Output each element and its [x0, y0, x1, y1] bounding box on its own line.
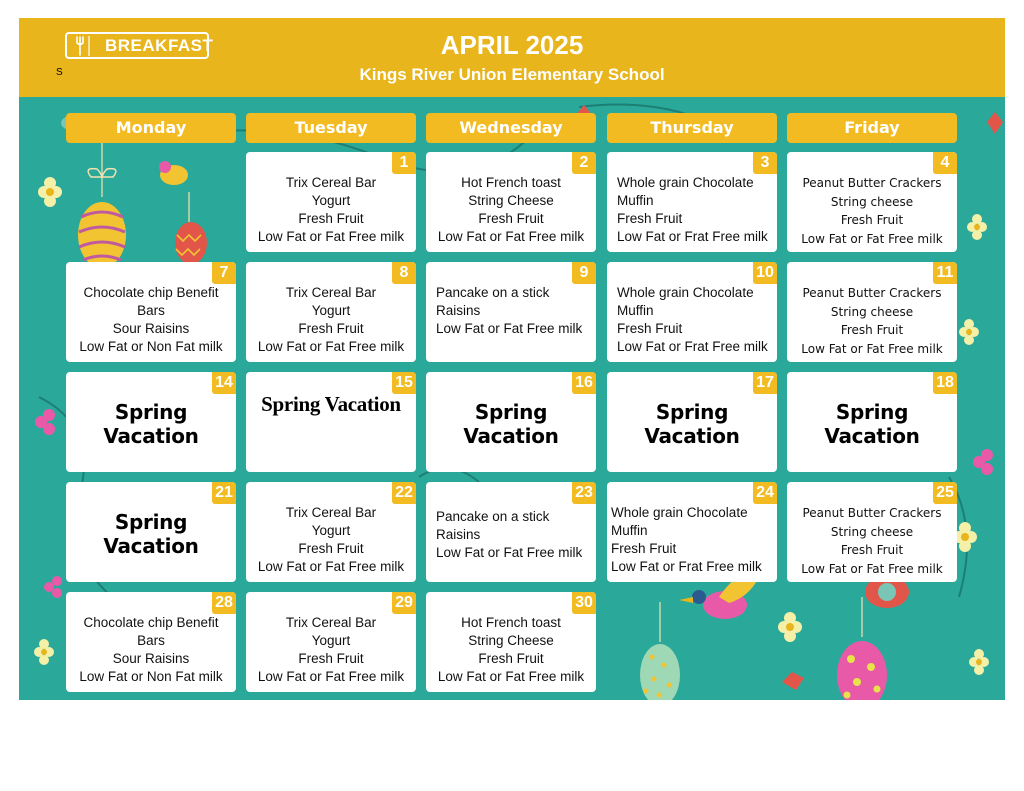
date-number: 2 — [572, 152, 596, 174]
menu-items — [436, 284, 592, 338]
menu-item: Yogurt — [311, 193, 351, 208]
date-number: 15 — [392, 372, 416, 394]
date-number: 29 — [392, 592, 416, 614]
menu-item: Yogurt — [311, 303, 351, 318]
date-number: 18 — [933, 372, 957, 394]
day-cell-24 — [607, 482, 777, 582]
menu-item: Raisins — [436, 527, 481, 542]
vacation-label: Spring Vacation — [644, 400, 740, 448]
date-number: 10 — [753, 262, 777, 284]
date-number: 28 — [212, 592, 236, 614]
day-cell-25 — [787, 482, 957, 582]
page-header — [19, 18, 1005, 97]
date-number: 17 — [753, 372, 777, 394]
day-cell-4 — [787, 152, 957, 252]
menu-items — [436, 508, 592, 562]
vacation-label: Spring Vacation — [463, 400, 559, 448]
vacation-label: Spring Vacation — [824, 400, 920, 448]
page-title: APRIL 2025 — [440, 30, 584, 60]
day-cell-1 — [246, 152, 416, 252]
logo-text: BREAKFAST — [105, 36, 214, 55]
day-cell-30 — [426, 592, 596, 692]
day-cell-15 — [246, 372, 416, 472]
school-name: Kings River Union Elementary School — [359, 65, 665, 84]
menu-item: Whole grain Chocolate — [611, 505, 748, 520]
menu-item: Fresh Fruit — [617, 321, 683, 336]
menu-item: Muffin — [611, 523, 648, 538]
menu-items — [617, 174, 773, 246]
menu-item: Low Fat or Frat Free milk — [611, 559, 762, 574]
date-number: 22 — [392, 482, 416, 504]
menu-item: Yogurt — [311, 633, 351, 648]
menu-item: Low Fat or Frat Free milk — [617, 229, 768, 244]
day-cell-16 — [426, 372, 596, 472]
menu-item: Peanut Butter Crackers — [802, 506, 942, 520]
menu-item: String cheese — [830, 194, 914, 209]
menu-item: Chocolate chip Benefit — [83, 285, 219, 300]
day-header-thursday: Thursday — [607, 113, 777, 143]
menu-item: Fresh Fruit — [298, 321, 364, 336]
day-cell-18 — [787, 372, 957, 472]
date-number: 1 — [392, 152, 416, 174]
menu-item: Low Fat or Non Fat milk — [79, 669, 223, 684]
menu-item: Low Fat or Fat Free milk — [801, 341, 943, 356]
menu-item: Low Fat or Fat Free milk — [257, 229, 405, 244]
day-header-tuesday: Tuesday — [246, 113, 416, 143]
day-cell-23 — [426, 482, 596, 582]
day-header-wednesday: Wednesday — [426, 113, 596, 143]
date-number: 14 — [212, 372, 236, 394]
menu-items — [70, 284, 232, 356]
menu-items — [430, 614, 592, 686]
menu-item: Low Fat or Fat Free milk — [257, 669, 405, 684]
day-cell-28 — [66, 592, 236, 692]
menu-item: Pancake on a stick — [436, 285, 550, 300]
date-number: 21 — [212, 482, 236, 504]
menu-items — [791, 284, 953, 358]
menu-item: String Cheese — [468, 633, 554, 648]
menu-item: Sour Raisins — [112, 321, 190, 336]
menu-item: Fresh Fruit — [840, 543, 904, 557]
menu-item: Muffin — [617, 193, 654, 208]
day-cell-7 — [66, 262, 236, 362]
menu-item: Low Fat or Fat Free milk — [257, 559, 405, 574]
day-cell-29 — [246, 592, 416, 692]
menu-item: Peanut Butter Crackers — [802, 286, 942, 300]
vacation-label: Spring Vacation — [103, 510, 199, 558]
day-cell-10 — [607, 262, 777, 362]
calendar-board — [19, 97, 1005, 700]
menu-items — [617, 284, 773, 356]
menu-item: Low Fat or Fat Free milk — [437, 229, 585, 244]
date-number: 25 — [933, 482, 957, 504]
menu-item: Low Fat or Fat Free milk — [257, 339, 405, 354]
menu-item: Yogurt — [311, 523, 351, 538]
menu-item: Low Fat or Fat Free milk — [436, 545, 583, 560]
menu-item: Fresh Fruit — [617, 211, 683, 226]
menu-item: Pancake on a stick — [436, 509, 550, 524]
menu-item: Peanut Butter Crackers — [802, 176, 942, 190]
date-number: 24 — [753, 482, 777, 504]
day-cell-17 — [607, 372, 777, 472]
day-header-monday: Monday — [66, 113, 236, 143]
date-number: 4 — [933, 152, 957, 174]
vacation-label: Spring Vacation — [261, 392, 401, 416]
menu-item: Trix Cereal Bar — [285, 285, 377, 300]
day-cell-3 — [607, 152, 777, 252]
menu-item: Fresh Fruit — [478, 211, 544, 226]
menu-items — [250, 284, 412, 356]
menu-item: Hot French toast — [461, 615, 561, 630]
menu-item: Muffin — [617, 303, 654, 318]
day-cell-22 — [246, 482, 416, 582]
menu-item: Trix Cereal Bar — [285, 505, 377, 520]
menu-item: Whole grain Chocolate — [617, 285, 754, 300]
day-cell-2 — [426, 152, 596, 252]
menu-item: Bars — [137, 303, 165, 318]
menu-items — [791, 174, 953, 248]
day-cell-21 — [66, 482, 236, 582]
menu-items — [70, 614, 232, 686]
day-cell-9 — [426, 262, 596, 362]
date-number: 8 — [392, 262, 416, 284]
date-number: 3 — [753, 152, 777, 174]
menu-item: Trix Cereal Bar — [285, 175, 377, 190]
day-cell-8 — [246, 262, 416, 362]
menu-items — [791, 504, 953, 578]
menu-item: Bars — [137, 633, 165, 648]
menu-item: Fresh Fruit — [298, 651, 364, 666]
menu-items — [611, 504, 773, 576]
menu-item: Fresh Fruit — [298, 211, 364, 226]
menu-item: Fresh Fruit — [840, 323, 904, 337]
vacation-label: Spring Vacation — [103, 400, 199, 448]
menu-item: Fresh Fruit — [478, 651, 544, 666]
date-number: 23 — [572, 482, 596, 504]
menu-items — [250, 504, 412, 576]
stray-mark: S — [56, 67, 63, 78]
date-number: 9 — [572, 262, 596, 284]
menu-item: Fresh Fruit — [298, 541, 364, 556]
menu-items — [250, 174, 412, 246]
menu-item: Trix Cereal Bar — [285, 615, 377, 630]
menu-item: Whole grain Chocolate — [617, 175, 754, 190]
menu-item: Low Fat or Non Fat milk — [79, 339, 223, 354]
day-cell-14 — [66, 372, 236, 472]
date-number: 30 — [572, 592, 596, 614]
menu-item: String cheese — [830, 304, 914, 319]
menu-item: Hot French toast — [461, 175, 561, 190]
menu-item: Fresh Fruit — [611, 541, 677, 556]
menu-item: Low Fat or Fat Free milk — [436, 321, 583, 336]
menu-item: Low Fat or Frat Free milk — [617, 339, 768, 354]
menu-item: Low Fat or Fat Free milk — [801, 561, 943, 576]
date-number: 16 — [572, 372, 596, 394]
menu-items — [250, 614, 412, 686]
menu-item: Fresh Fruit — [840, 213, 904, 227]
menu-item: Low Fat or Fat Free milk — [437, 669, 585, 684]
menu-item: Raisins — [436, 303, 481, 318]
menu-item: Sour Raisins — [112, 651, 190, 666]
day-cell-11 — [787, 262, 957, 362]
menu-items — [430, 174, 592, 246]
date-number: 7 — [212, 262, 236, 284]
date-number: 11 — [933, 262, 957, 284]
day-header-friday: Friday — [787, 113, 957, 143]
menu-item: Chocolate chip Benefit — [83, 615, 219, 630]
menu-item: Low Fat or Fat Free milk — [801, 231, 943, 246]
menu-item: String cheese — [830, 524, 914, 539]
menu-item: String Cheese — [468, 193, 554, 208]
